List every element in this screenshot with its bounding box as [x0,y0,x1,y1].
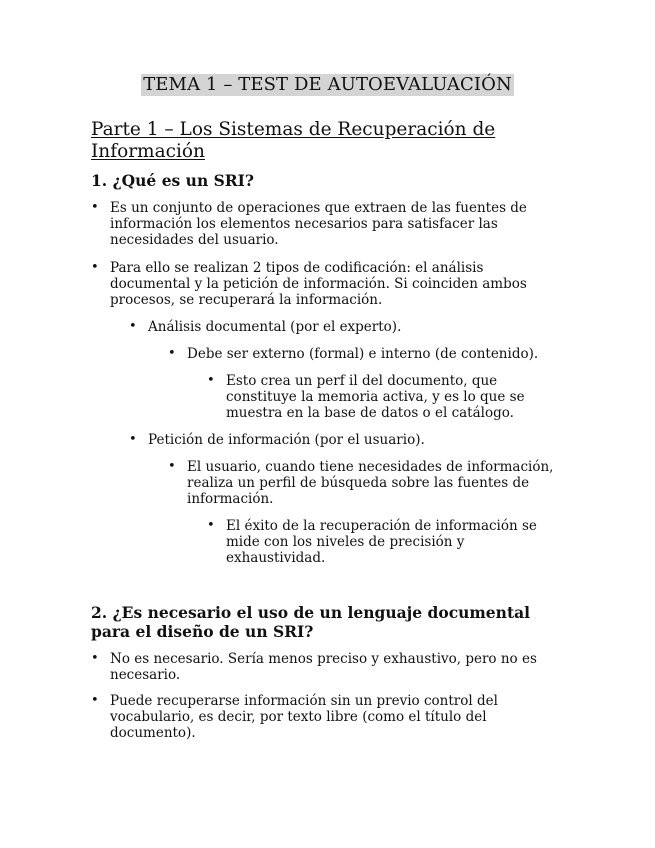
part-title: Parte 1 – Los Sistemas de Recuperación de Información [91,119,496,162]
page-title: TEMA 1 – TEST DE AUTOEVALUACIÓN [143,74,512,95]
bullet-icon: • [91,260,99,275]
bullet-icon: • [207,518,215,533]
bullet-icon: • [91,693,99,708]
title-block [0,74,655,96]
list-item: Puede recuperarse información sin un previo control del vocabulario, es decir, por texto libre (como el título del documento). [110,693,498,742]
bullet-icon: • [129,432,137,447]
bullet-icon: • [168,459,176,474]
list-item: El éxito de la recuperación de información se mide con los niveles de precisión y exhaustividad. [226,518,537,567]
list-item: Esto crea un perf il del documento, que constituye la memoria activa, y es lo que se muestra en la base de datos o el catálogo. [226,373,525,422]
list-item: El usuario, cuando tiene necesidades de información, realiza un perfil de búsqueda sobre las fuentes de información. [187,459,554,508]
bullet-icon: • [168,346,176,361]
bullet-icon: • [207,373,215,388]
list-item: Para ello se realizan 2 tipos de codificación: el análisis documental y la petición de información. Si coinciden ambos procesos, se recuperará la información. [110,260,527,309]
bullet-icon: • [91,651,99,666]
question-1-heading: 1. ¿Qué es un SRI? [91,171,255,190]
bullet-icon: • [129,319,137,334]
question-2-heading: 2. ¿Es necesario el uso de un lenguaje documental para el diseño de un SRI? [91,603,531,641]
list-item: Análisis documental (por el experto). [148,319,402,335]
list-item: No es necesario. Sería menos preciso y exhaustivo, pero no es necesario. [110,651,537,684]
list-item: Debe ser externo (formal) e interno (de contenido). [187,346,539,362]
bullet-icon: • [91,200,99,215]
list-item: Es un conjunto de operaciones que extraen de las fuentes de información los elementos necesarios para satisfacer las necesidades del usuario. [110,200,527,249]
list-item: Petición de información (por el usuario). [148,432,425,448]
